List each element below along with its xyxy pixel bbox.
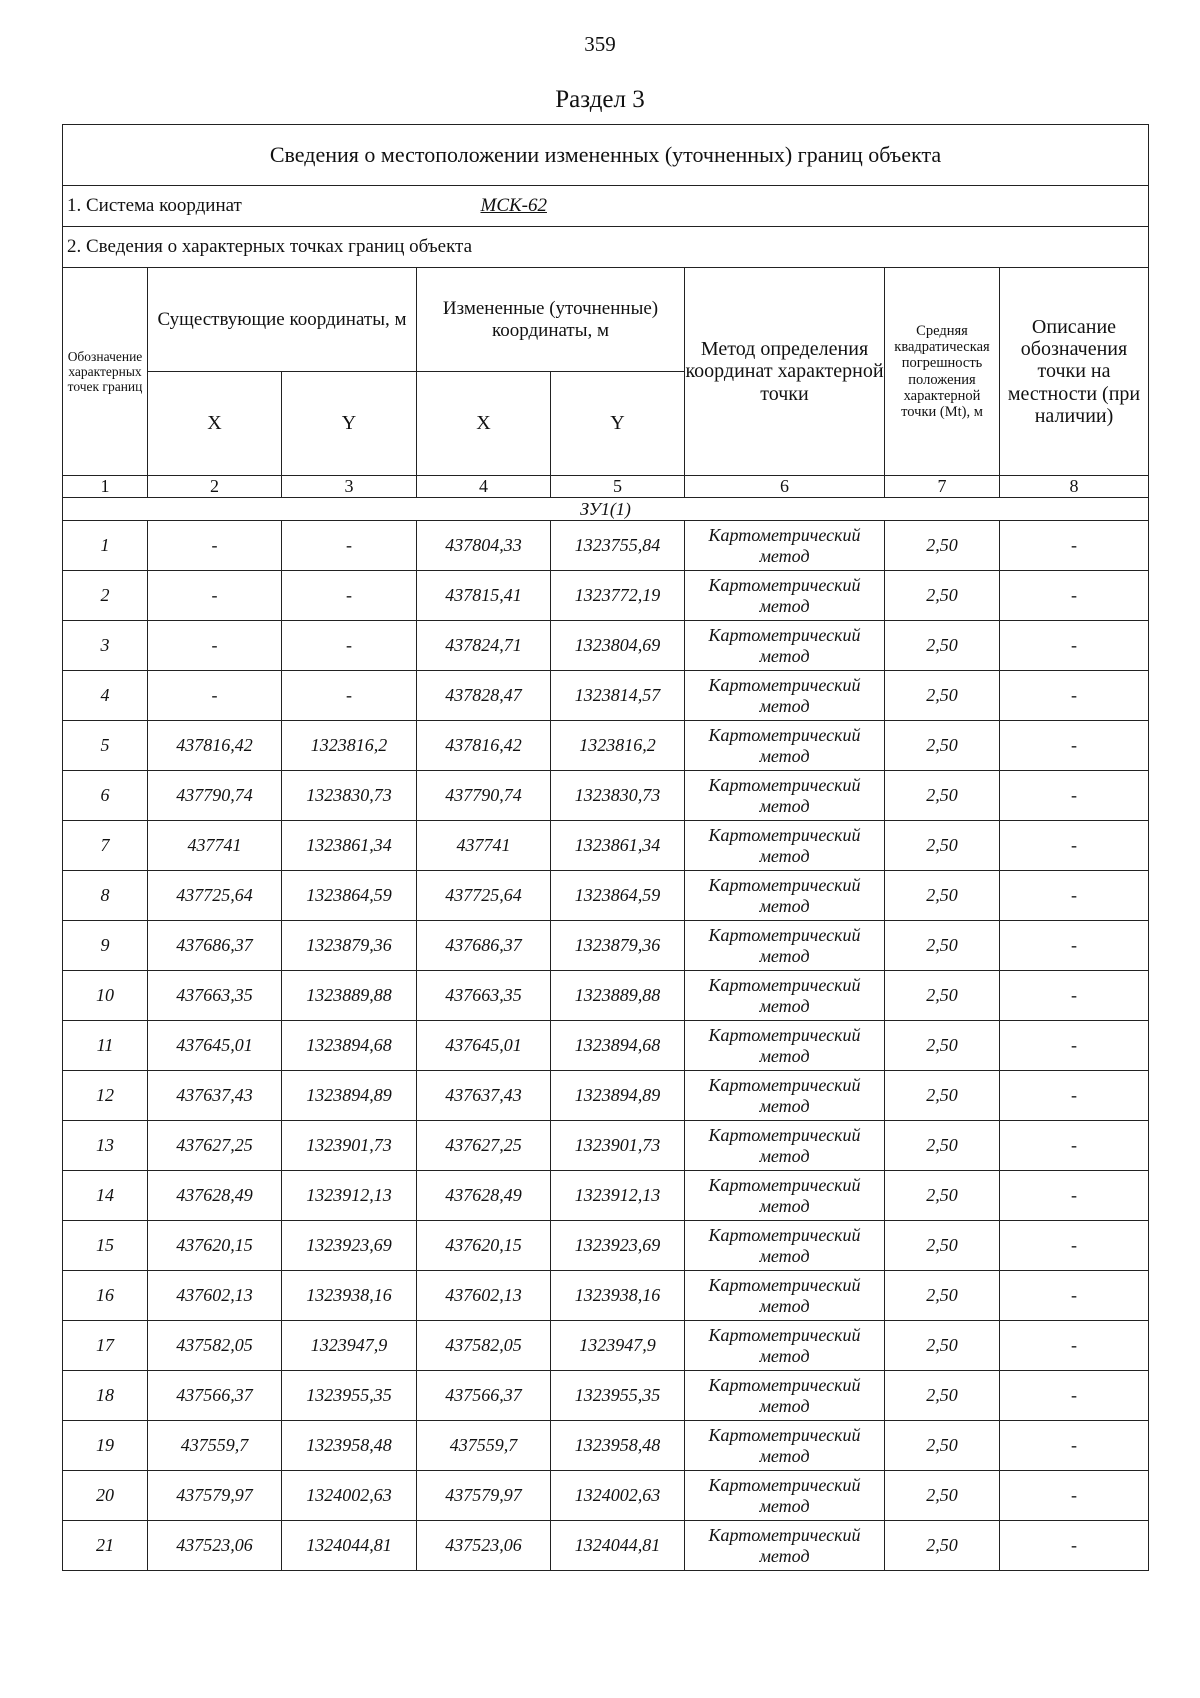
existing-x: - <box>148 671 282 721</box>
header-changed-x: X <box>417 372 551 476</box>
mean-square-error: 2,50 <box>885 921 1000 971</box>
point-description: - <box>1000 621 1149 671</box>
point-number: 13 <box>63 1121 148 1171</box>
existing-y: 1323912,13 <box>282 1171 417 1221</box>
table-row <box>63 1371 1149 1421</box>
table-row <box>63 1021 1149 1071</box>
changed-x: 437620,15 <box>417 1221 551 1271</box>
existing-x: 437566,37 <box>148 1371 282 1421</box>
mean-square-error: 2,50 <box>885 1221 1000 1271</box>
point-number: 10 <box>63 971 148 1021</box>
point-description: - <box>1000 1521 1149 1571</box>
table-row <box>63 771 1149 821</box>
table-row <box>63 1271 1149 1321</box>
existing-x: 437582,05 <box>148 1321 282 1371</box>
table-body <box>63 125 1149 521</box>
changed-x: 437804,33 <box>417 521 551 571</box>
changed-x: 437645,01 <box>417 1021 551 1071</box>
changed-y: 1324044,81 <box>551 1521 685 1571</box>
existing-y: 1323958,48 <box>282 1421 417 1471</box>
point-number: 6 <box>63 771 148 821</box>
existing-y: 1323894,68 <box>282 1021 417 1071</box>
point-description: - <box>1000 821 1149 871</box>
point-description: - <box>1000 1121 1149 1171</box>
existing-y: - <box>282 621 417 671</box>
header-existing-x: X <box>148 372 282 476</box>
header-mean-square-error: Средняя квадратическая погрешность положения характерной точки (Mt), м <box>885 268 1000 476</box>
existing-y: 1323864,59 <box>282 871 417 921</box>
existing-y: 1323889,88 <box>282 971 417 1021</box>
header-existing-coordinates: Существующие координаты, м <box>148 268 417 372</box>
point-number: 8 <box>63 871 148 921</box>
coordinate-system-value: МСК-62 <box>480 195 547 217</box>
changed-x: 437627,25 <box>417 1121 551 1171</box>
changed-y: 1323947,9 <box>551 1321 685 1371</box>
changed-x: 437741 <box>417 821 551 871</box>
point-number: 15 <box>63 1221 148 1271</box>
changed-x: 437559,7 <box>417 1421 551 1471</box>
header-changed-y: Y <box>551 372 685 476</box>
changed-y: 1323804,69 <box>551 621 685 671</box>
mean-square-error: 2,50 <box>885 821 1000 871</box>
existing-x: 437663,35 <box>148 971 282 1021</box>
coordinate-system-label: 1. Система координат <box>67 195 242 217</box>
point-description: - <box>1000 671 1149 721</box>
changed-x: 437663,35 <box>417 971 551 1021</box>
changed-y: 1323901,73 <box>551 1121 685 1171</box>
mean-square-error: 2,50 <box>885 621 1000 671</box>
existing-y: 1323816,2 <box>282 721 417 771</box>
header-designation: Обозначение характерных точек границ <box>63 268 148 476</box>
column-number: 4 <box>417 476 551 498</box>
method: Картометрический метод <box>685 771 885 821</box>
existing-x: 437628,49 <box>148 1171 282 1221</box>
point-number: 11 <box>63 1021 148 1071</box>
existing-x: 437523,06 <box>148 1521 282 1571</box>
plot-subheader: ЗУ1(1) <box>63 498 1149 521</box>
point-number: 20 <box>63 1471 148 1521</box>
mean-square-error: 2,50 <box>885 1071 1000 1121</box>
existing-x: - <box>148 571 282 621</box>
changed-x: 437824,71 <box>417 621 551 671</box>
method: Картометрический метод <box>685 821 885 871</box>
header-changed-coordinates: Измененные (уточненные) координаты, м <box>417 268 685 372</box>
point-description: - <box>1000 771 1149 821</box>
data-rows <box>63 521 1149 1571</box>
existing-y: 1323879,36 <box>282 921 417 971</box>
column-number: 6 <box>685 476 885 498</box>
point-number: 3 <box>63 621 148 671</box>
point-number: 16 <box>63 1271 148 1321</box>
changed-y: 1323772,19 <box>551 571 685 621</box>
mean-square-error: 2,50 <box>885 1171 1000 1221</box>
header-existing-y: Y <box>282 372 417 476</box>
changed-x: 437637,43 <box>417 1071 551 1121</box>
column-number: 2 <box>148 476 282 498</box>
table-row <box>63 971 1149 1021</box>
changed-y: 1323861,34 <box>551 821 685 871</box>
method: Картометрический метод <box>685 721 885 771</box>
table-row <box>63 1221 1149 1271</box>
existing-x: 437741 <box>148 821 282 871</box>
point-description: - <box>1000 1021 1149 1071</box>
mean-square-error: 2,50 <box>885 1121 1000 1171</box>
existing-x: - <box>148 621 282 671</box>
changed-x: 437523,06 <box>417 1521 551 1571</box>
point-number: 17 <box>63 1321 148 1371</box>
point-number: 4 <box>63 671 148 721</box>
changed-y: 1323755,84 <box>551 521 685 571</box>
point-description: - <box>1000 1171 1149 1221</box>
mean-square-error: 2,50 <box>885 671 1000 721</box>
table-row <box>63 1521 1149 1571</box>
table-row <box>63 521 1149 571</box>
changed-x: 437566,37 <box>417 1371 551 1421</box>
coordinate-system-row <box>63 186 1149 227</box>
point-description: - <box>1000 1221 1149 1271</box>
changed-y: 1323958,48 <box>551 1421 685 1471</box>
table-row <box>63 1321 1149 1371</box>
changed-x: 437579,97 <box>417 1471 551 1521</box>
existing-y: 1323923,69 <box>282 1221 417 1271</box>
existing-y: 1323955,35 <box>282 1371 417 1421</box>
method: Картометрический метод <box>685 921 885 971</box>
point-description: - <box>1000 971 1149 1021</box>
point-description: - <box>1000 721 1149 771</box>
mean-square-error: 2,50 <box>885 1321 1000 1371</box>
point-description: - <box>1000 1071 1149 1121</box>
mean-square-error: 2,50 <box>885 1271 1000 1321</box>
existing-x: 437579,97 <box>148 1471 282 1521</box>
changed-y: 1324002,63 <box>551 1471 685 1521</box>
changed-x: 437602,13 <box>417 1271 551 1321</box>
method: Картометрический метод <box>685 671 885 721</box>
changed-y: 1323955,35 <box>551 1371 685 1421</box>
changed-x: 437582,05 <box>417 1321 551 1371</box>
point-number: 18 <box>63 1371 148 1421</box>
existing-y: 1323830,73 <box>282 771 417 821</box>
mean-square-error: 2,50 <box>885 571 1000 621</box>
header-method: Метод определения координат характерной точки <box>685 268 885 476</box>
changed-y: 1323816,2 <box>551 721 685 771</box>
method: Картометрический метод <box>685 1471 885 1521</box>
existing-x: 437686,37 <box>148 921 282 971</box>
changed-x: 437816,42 <box>417 721 551 771</box>
existing-x: 437816,42 <box>148 721 282 771</box>
changed-x: 437725,64 <box>417 871 551 921</box>
method: Картометрический метод <box>685 1071 885 1121</box>
point-description: - <box>1000 1321 1149 1371</box>
changed-x: 437628,49 <box>417 1171 551 1221</box>
point-number: 14 <box>63 1171 148 1221</box>
method: Картометрический метод <box>685 1521 885 1571</box>
existing-y: 1324002,63 <box>282 1471 417 1521</box>
method: Картометрический метод <box>685 521 885 571</box>
table-row <box>63 1171 1149 1221</box>
mean-square-error: 2,50 <box>885 871 1000 921</box>
existing-y: - <box>282 521 417 571</box>
point-description: - <box>1000 1421 1149 1471</box>
section-title: Раздел 3 <box>555 86 645 113</box>
changed-y: 1323912,13 <box>551 1171 685 1221</box>
method: Картометрический метод <box>685 871 885 921</box>
column-number: 3 <box>282 476 417 498</box>
changed-y: 1323864,59 <box>551 871 685 921</box>
method: Картометрический метод <box>685 621 885 671</box>
method: Картометрический метод <box>685 1221 885 1271</box>
existing-x: 437790,74 <box>148 771 282 821</box>
point-number: 9 <box>63 921 148 971</box>
existing-y: - <box>282 571 417 621</box>
changed-y: 1323938,16 <box>551 1271 685 1321</box>
existing-x: 437602,13 <box>148 1271 282 1321</box>
point-number: 21 <box>63 1521 148 1571</box>
changed-x: 437828,47 <box>417 671 551 721</box>
existing-x: 437645,01 <box>148 1021 282 1071</box>
method: Картометрический метод <box>685 1421 885 1471</box>
point-description: - <box>1000 1371 1149 1421</box>
method: Картометрический метод <box>685 1371 885 1421</box>
changed-y: 1323894,68 <box>551 1021 685 1071</box>
method: Картометрический метод <box>685 1171 885 1221</box>
mean-square-error: 2,50 <box>885 1471 1000 1521</box>
changed-x: 437790,74 <box>417 771 551 821</box>
changed-y: 1323879,36 <box>551 921 685 971</box>
point-number: 7 <box>63 821 148 871</box>
existing-y: 1323861,34 <box>282 821 417 871</box>
point-number: 5 <box>63 721 148 771</box>
changed-y: 1323889,88 <box>551 971 685 1021</box>
existing-x: 437637,43 <box>148 1071 282 1121</box>
existing-x: - <box>148 521 282 571</box>
table-row <box>63 871 1149 921</box>
point-number: 19 <box>63 1421 148 1471</box>
changed-y: 1323814,57 <box>551 671 685 721</box>
mean-square-error: 2,50 <box>885 1371 1000 1421</box>
table-row <box>63 1071 1149 1121</box>
existing-y: 1323947,9 <box>282 1321 417 1371</box>
mean-square-error: 2,50 <box>885 771 1000 821</box>
mean-square-error: 2,50 <box>885 721 1000 771</box>
existing-x: 437627,25 <box>148 1121 282 1171</box>
mean-square-error: 2,50 <box>885 971 1000 1021</box>
changed-x: 437815,41 <box>417 571 551 621</box>
existing-y: - <box>282 671 417 721</box>
page-number: 359 <box>584 32 616 56</box>
column-number: 7 <box>885 476 1000 498</box>
table-row <box>63 1121 1149 1171</box>
mean-square-error: 2,50 <box>885 521 1000 571</box>
existing-y: 1323938,16 <box>282 1271 417 1321</box>
existing-y: 1324044,81 <box>282 1521 417 1571</box>
changed-y: 1323830,73 <box>551 771 685 821</box>
mean-square-error: 2,50 <box>885 1421 1000 1471</box>
table-row <box>63 821 1149 871</box>
table-title: Сведения о местоположении измененных (уточненных) границ объекта <box>63 125 1149 186</box>
method: Картометрический метод <box>685 971 885 1021</box>
table-row <box>63 721 1149 771</box>
changed-y: 1323894,89 <box>551 1071 685 1121</box>
existing-x: 437725,64 <box>148 871 282 921</box>
point-description: - <box>1000 1271 1149 1321</box>
points-heading: 2. Сведения о характерных точках границ объекта <box>63 227 1149 268</box>
table-row <box>63 571 1149 621</box>
method: Картометрический метод <box>685 1321 885 1371</box>
changed-y: 1323923,69 <box>551 1221 685 1271</box>
column-number: 5 <box>551 476 685 498</box>
point-number: 12 <box>63 1071 148 1121</box>
point-description: - <box>1000 521 1149 571</box>
existing-x: 437559,7 <box>148 1421 282 1471</box>
table-row <box>63 671 1149 721</box>
method: Картометрический метод <box>685 571 885 621</box>
table-row <box>63 621 1149 671</box>
point-number: 2 <box>63 571 148 621</box>
point-description: - <box>1000 921 1149 971</box>
table-row <box>63 1471 1149 1521</box>
existing-y: 1323901,73 <box>282 1121 417 1171</box>
mean-square-error: 2,50 <box>885 1021 1000 1071</box>
point-description: - <box>1000 871 1149 921</box>
table-row <box>63 1421 1149 1471</box>
point-description: - <box>1000 1471 1149 1521</box>
boundary-points-table <box>62 124 1149 1571</box>
method: Картометрический метод <box>685 1121 885 1171</box>
changed-x: 437686,37 <box>417 921 551 971</box>
method: Картометрический метод <box>685 1021 885 1071</box>
existing-y: 1323894,89 <box>282 1071 417 1121</box>
mean-square-error: 2,50 <box>885 1521 1000 1571</box>
point-description: - <box>1000 571 1149 621</box>
column-number: 1 <box>63 476 148 498</box>
existing-x: 437620,15 <box>148 1221 282 1271</box>
column-number: 8 <box>1000 476 1149 498</box>
method: Картометрический метод <box>685 1271 885 1321</box>
column-numbers-row <box>63 476 1149 498</box>
table-row <box>63 921 1149 971</box>
header-description: Описание обозначения точки на местности (при наличии) <box>1000 268 1149 476</box>
point-number: 1 <box>63 521 148 571</box>
